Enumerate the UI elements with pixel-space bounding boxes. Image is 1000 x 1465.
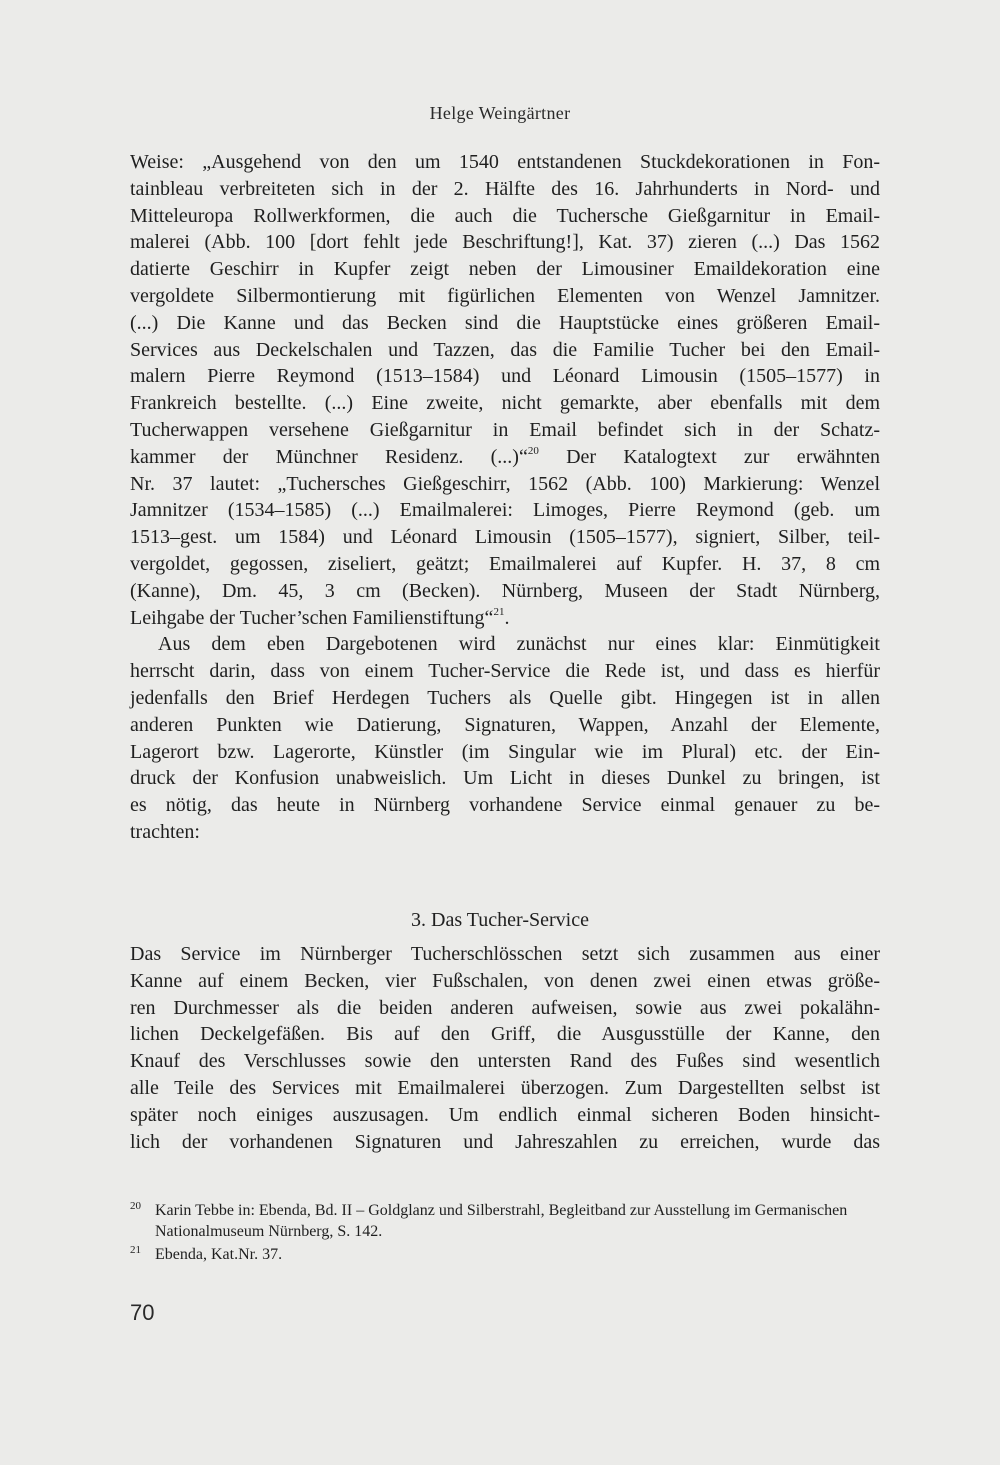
- paragraph-service: [130, 941, 880, 1155]
- text-line: Tucherwappen versehene Gießgarnitur in Email befindet sich in der Schatz-: [130, 418, 880, 441]
- text-line: Lagerort bzw. Lagerorte, Künstler (im Singular wie im Plural) etc. der Ein-: [130, 740, 880, 763]
- page-number: 70: [130, 1300, 155, 1325]
- text-segment: kammer der Münchner Residenz. (...)“: [130, 445, 528, 468]
- text-line: anderen Punkten wie Datierung, Signaturen, Wappen, Anzahl der Elemente,: [130, 713, 880, 736]
- text-line: (Kanne), Dm. 45, 3 cm (Becken). Nürnberg, Museen der Stadt Nürnberg,: [130, 579, 880, 602]
- text-segment: Der Katalogtext zur erwähnten: [538, 445, 880, 468]
- text-line: druck der Konfusion unabweislich. Um Licht in dieses Dunkel zu bringen, ist: [130, 767, 880, 790]
- text-line: vergoldet, gegossen, ziseliert, geätzt; Emailmalerei auf Kupfer. H. 37, 8 cm: [130, 552, 880, 575]
- text-line: alle Teile des Services mit Emailmalerei überzogen. Zum Dargestellten selbst ist: [130, 1076, 880, 1099]
- text-line: 1513–gest. um 1584) und Léonard Limousin (1505–1577), signiert, Silber, teil-: [130, 526, 880, 549]
- text-line: vergoldete Silbermontierung mit figürlichen Elementen von Wenzel Jamnitzer.: [130, 284, 880, 307]
- text-line: Nr. 37 lautet: „Tuchersches Gießgeschirr, 1562 (Abb. 100) Markierung: Wenzel: [130, 472, 880, 495]
- text-line: datierte Geschirr in Kupfer zeigt neben der Limousiner Emaildekoration eine: [130, 258, 880, 281]
- text-line: Kanne auf einem Becken, vier Fußschalen, von denen zwei einen etwas größe-: [130, 969, 880, 992]
- text-line: malerei (Abb. 100 [dort fehlt jede Beschriftung!], Kat. 37) zieren (...) Das 1562: [130, 231, 880, 254]
- text-segment: Leihgabe der Tucher’schen Familienstiftung“: [130, 606, 494, 629]
- footnote-text: Ebenda, Kat.Nr. 37.: [155, 1246, 283, 1263]
- text-line-with-footnote-ref: [130, 444, 880, 471]
- section-body: [130, 941, 880, 1155]
- text-line: Weise: „Ausgehend von den um 1540 entstandenen Stuckdekorationen in Fon-: [130, 151, 880, 173]
- text-line: Aus dem eben Dargebotenen wird zunächst nur eines klar: Einmütigkeit: [158, 633, 880, 656]
- text-segment: .: [504, 606, 510, 629]
- text-line: Mitteleuropa Rollwerkformen, die auch die Tuchersche Gießgarnitur in Email-: [130, 204, 880, 227]
- paragraph-quote: [130, 149, 880, 631]
- section-heading: 3. Das Tucher-Service: [411, 909, 589, 931]
- text-line: trachten:: [130, 820, 200, 843]
- text-line: jedenfalls den Brief Herdegen Tuchers als Quelle gibt. Hingegen ist in allen: [130, 686, 880, 709]
- text-line: ren Durchmesser als die beiden anderen aufweisen, sowie aus zwei pokalähn-: [130, 996, 880, 1019]
- text-line: Knauf des Verschlusses sowie den untersten Rand des Fußes sind wesentlich: [130, 1050, 880, 1073]
- footnote-text: Karin Tebbe in: Ebenda, Bd. II – Goldglanz und Silberstrahl, Begleitband zur Ausstellung im Germanischen Nationalmuseum Nürnberg, S. 142.: [155, 1202, 848, 1240]
- footnote-21: [130, 1244, 882, 1265]
- footnote-number: 20: [130, 1200, 141, 1212]
- text-line: Frankreich bestellte. (...) Eine zweite, nicht gemarkte, aber ebenfalls mit dem: [130, 392, 880, 415]
- paragraph-analysis: [130, 631, 880, 845]
- main-text: [130, 149, 880, 846]
- text-line: Das Service im Nürnberger Tucherschlösschen setzt sich zusammen aus einer: [130, 943, 880, 965]
- running-header: Helge Weingärtner: [429, 103, 571, 123]
- text-line: Jamnitzer (1534–1585) (...) Emailmalerei: Limoges, Pierre Reymond (geb. um: [130, 499, 880, 522]
- footnote-number: 21: [130, 1244, 141, 1256]
- footnotes: [130, 1200, 882, 1267]
- text-line: Services aus Deckelschalen und Tazzen, das die Familie Tucher bei den Email-: [130, 338, 880, 361]
- text-line: es nötig, das heute in Nürnberg vorhandene Service einmal genauer zu be-: [130, 794, 880, 817]
- text-line: (...) Die Kanne und das Becken sind die Hauptstücke eines größeren Email-: [130, 311, 880, 334]
- footnote-ref-20[interactable]: 20: [527, 444, 539, 457]
- text-line: später noch einiges auszusagen. Um endlich einmal sicheren Boden hinsicht-: [130, 1103, 880, 1126]
- footnote-20: [130, 1200, 882, 1242]
- text-line: tainbleau verbreiteten sich in der 2. Hälfte des 16. Jahrhunderts in Nord- und: [130, 177, 880, 200]
- footnote-ref-21[interactable]: 21: [493, 605, 505, 618]
- text-line: malern Pierre Reymond (1513–1584) und Léonard Limousin (1505–1577) in: [130, 365, 880, 388]
- text-line-with-footnote-ref: [130, 605, 880, 632]
- text-line: lich der vorhandenen Signaturen und Jahreszahlen zu erreichen, wurde das: [130, 1130, 880, 1153]
- text-line: lichen Deckelgefäßen. Bis auf den Griff, die Ausgusstülle der Kanne, den: [130, 1023, 880, 1046]
- text-line: herrscht darin, dass von einem Tucher-Service die Rede ist, und dass es hierfür: [130, 660, 880, 683]
